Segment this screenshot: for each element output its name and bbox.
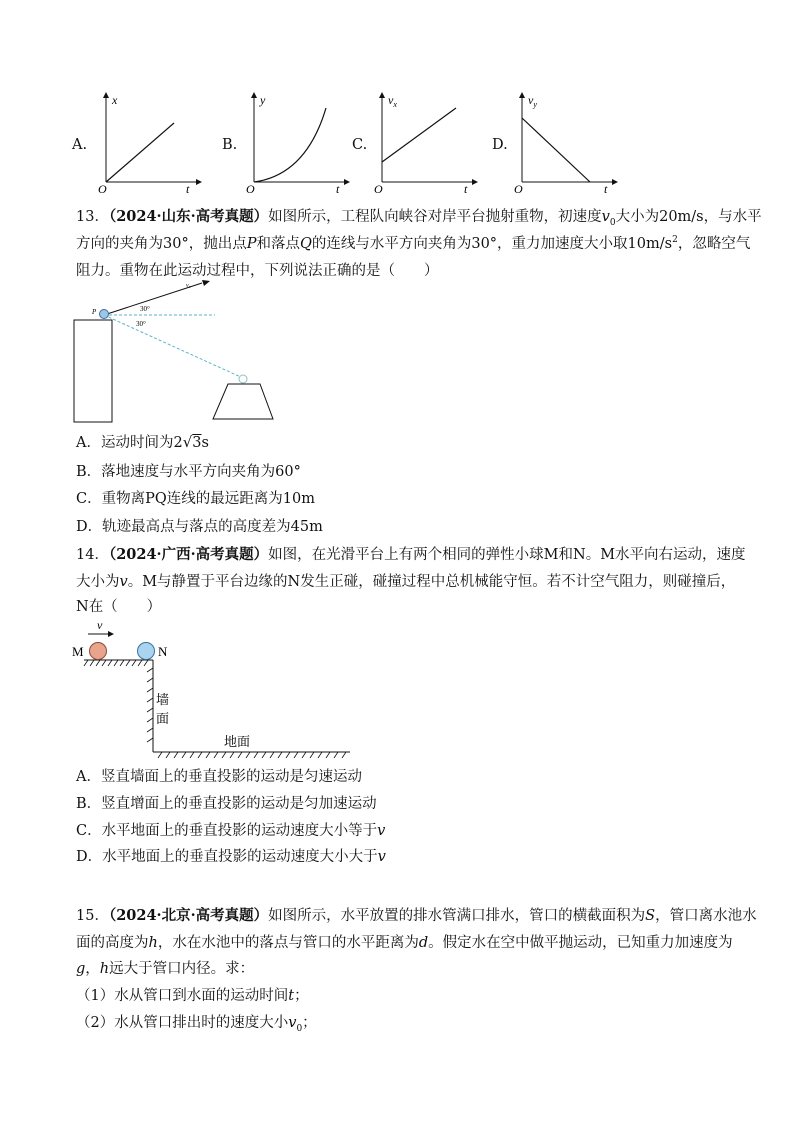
graph-d-xlabel: t: [604, 182, 608, 194]
svg-text:vx: [388, 93, 397, 109]
graph-a-xlabel: t: [186, 182, 190, 194]
q14-line-2: 大小为v。M与静置于平台边缘的N发生正碰，碰撞过程中总机械能守恒。若不计空气阻力，则碰撞后，: [76, 574, 736, 590]
q13-angle-top: 30°: [140, 305, 150, 313]
graph-b-letter: B.: [222, 137, 238, 153]
q14-wall-label-1: 墙: [156, 692, 170, 707]
q15-line-3: g，h远大于管口内径。求：: [76, 961, 255, 977]
q14-ground-label: 地面: [224, 734, 251, 749]
q13-v0-label: v₀: [186, 283, 191, 289]
q14-wall-label-2: 面: [156, 711, 170, 726]
q13-line-1: 13．（2024·山东·高考真题）如图所示，工程队向峡谷对岸平台抛射重物，初速度$v_0$大小为20m/s，与水平: [76, 208, 762, 228]
q14-option-b: B．竖直增面上的垂直投影的运动是匀加速运动: [76, 796, 377, 812]
graph-b: [236, 90, 356, 194]
q13-option-d: D．轨迹最高点与落点的高度差为45m: [76, 519, 323, 535]
graph-a-ylabel: x: [112, 93, 118, 107]
graph-d-ylabel: v: [528, 93, 534, 107]
graph-c-ysub: x: [393, 100, 397, 109]
graph-b-origin: O: [246, 182, 255, 194]
q13-option-c: C．重物离PQ连线的最远距离为10m: [76, 491, 315, 507]
q13-point-p: P: [92, 308, 97, 316]
graph-d: [504, 90, 624, 194]
graph-d-origin: O: [514, 182, 523, 194]
q14-v-label: v: [97, 618, 103, 632]
graph-c-origin: O: [374, 182, 383, 194]
graph-b-xlabel: t: [336, 182, 340, 194]
graph-a-origin: O: [98, 182, 107, 194]
q14-option-d: D．水平地面上的垂直投影的运动速度大小大于v: [76, 849, 386, 865]
q14-option-a: A．竖直墙面上的垂直投影的运动是匀速运动: [76, 769, 362, 785]
graph-d-letter: D.: [492, 137, 508, 153]
q15-sub-2: （2）水从管口排出时的速度大小$v_0$；: [76, 1015, 317, 1034]
q15-line-1: 15．（2024·北京·高考真题）如图所示，水平放置的排水管满口排水，管口的横截面积为S，管口离水池水: [76, 907, 757, 924]
graph-a: [88, 90, 208, 194]
q13-option-b: B．落地速度与水平方向夹角为60°: [76, 464, 301, 480]
graph-c-ylabel: v: [388, 93, 394, 107]
q13-line-3: 阻力。重物在此运动过程中，下列说法正确的是（ ）: [76, 263, 439, 279]
q13-angle-bottom: 30°: [136, 320, 146, 328]
q13-figure: [70, 278, 330, 428]
graph-c-xlabel: t: [464, 182, 468, 194]
q15-sub-1: （1）水从管口到水面的运动时间t；: [76, 988, 309, 1004]
q14-n-label: N: [158, 644, 168, 659]
graph-a-letter: A.: [72, 137, 88, 153]
q13-line-2: 方向的夹角为30°，抛出点P和落点Q的连线与水平方向夹角为30°，重力加速度大小取$10m/s^2$，忽略空气: [76, 235, 751, 252]
q14-figure: [70, 612, 370, 762]
svg-text:vy: [528, 93, 537, 109]
graph-b-ylabel: y: [260, 93, 266, 107]
graph-c: [364, 90, 484, 194]
q14-line-3: N在（ ）: [76, 599, 162, 615]
q14-m-label: M: [72, 644, 84, 659]
q14-line-1: 14．（2024·广西·高考真题）如图，在光滑平台上有两个相同的弹性小球M和N。M水平向右运动，速度: [76, 546, 746, 563]
q14-option-c: C．水平地面上的垂直投影的运动速度大小等于v: [76, 823, 386, 839]
q13-option-a: A．运动时间为2√3s: [76, 433, 209, 451]
graph-c-letter: C.: [352, 137, 368, 153]
graph-d-ysub: y: [533, 100, 537, 109]
q15-line-2: 面的高度为h，水在水池中的落点与管口的水平距离为d。假定水在空中做平抛运动，已知重力加速度为: [76, 935, 733, 951]
